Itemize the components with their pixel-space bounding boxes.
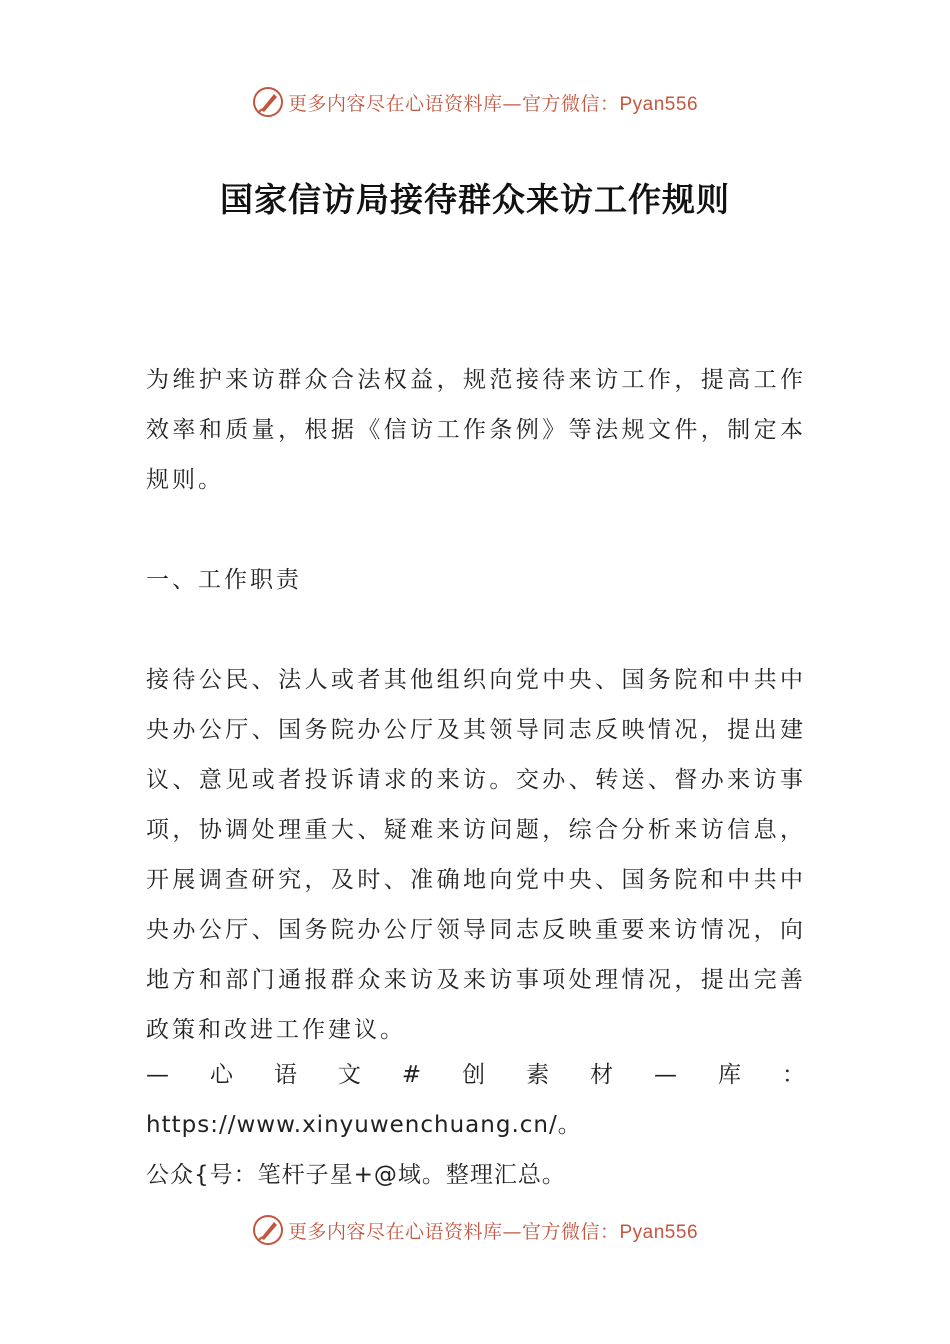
section-heading: 一、工作职责	[146, 567, 302, 593]
banner-text-cn: 更多内容尽在心语资料库—官方微信：	[287, 1220, 620, 1243]
intro-paragraph: 为维护来访群众合法权益，规范接待来访工作，提高工作效率和质量，根据《信访工作条例》等法规文件，制定本规则。	[146, 367, 806, 493]
header-banner	[0, 82, 950, 122]
banner-text-en: Pyan556	[619, 1221, 699, 1243]
source-note	[146, 1050, 806, 1200]
footer-banner	[0, 1210, 950, 1250]
page-title: 国家信访局接待群众来访工作规则	[220, 180, 730, 219]
quill-logo-icon	[252, 1214, 284, 1246]
quill-logo-icon	[252, 86, 284, 118]
banner-text	[288, 89, 698, 116]
section-body-paragraph: 接待公民、法人或者其他组织向党中央、国务院和中共中央办公厅、国务院办公厅及其领导同志反映情况，提出建议、意见或者投诉请求的来访。交办、转送、督办来访事项，协调处理重大、疑难来访问题，综合分析来访信息，开展调查研究，及时、准确地向党中央、国务院和中共中央办公厅、国务院办公厅领导同志反映重要来访情况，向地方和部门通报群众来访及来访事项处理情况，提出完善政策和改进工作建议。	[146, 667, 806, 1043]
banner-text-cn: 更多内容尽在心语资料库—官方微信：	[287, 92, 620, 115]
source-note-line-1: —心语文#创素材—库：https://www.xinyuwenchuang.cn/。	[146, 1062, 806, 1138]
source-note-line-2: 公众{号：笔杆子星+@域。整理汇总。	[146, 1162, 566, 1188]
banner-text-en: Pyan556	[619, 93, 699, 115]
banner-text	[288, 1217, 698, 1244]
